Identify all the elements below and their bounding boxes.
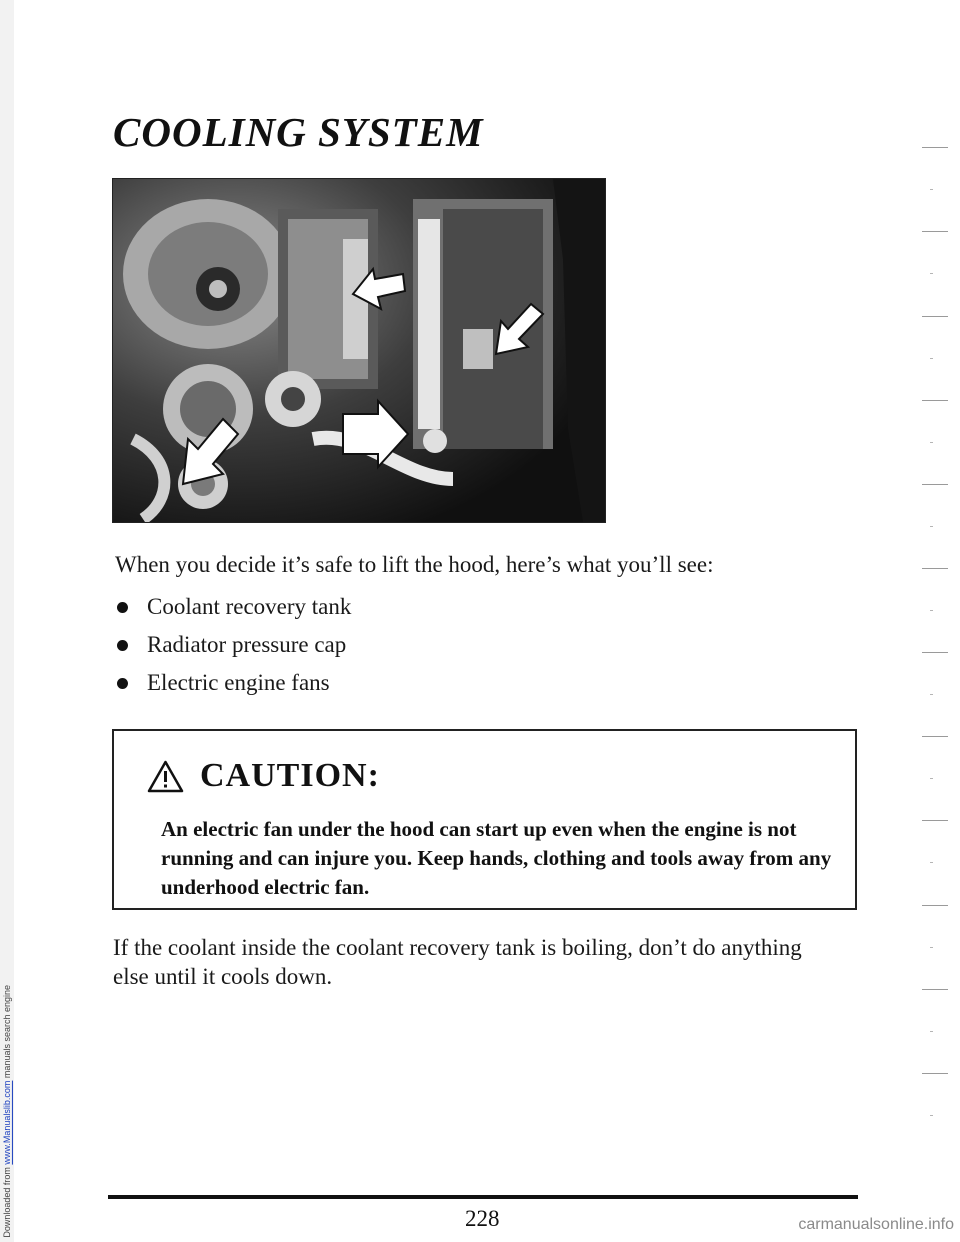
watermark: carmanualsonline.info	[798, 1216, 954, 1233]
list-item	[115, 592, 351, 630]
edge-mark	[922, 231, 948, 232]
caution-box	[112, 729, 857, 910]
list-item	[115, 630, 351, 668]
side-banner	[0, 0, 14, 1242]
caution-header	[147, 757, 380, 795]
closing-paragraph: If the coolant inside the coolant recovery tank is boiling, don’t do anything else until it cools down.	[113, 935, 802, 989]
edge-mark	[922, 905, 948, 906]
edge-dot	[930, 526, 933, 527]
page-number: 228	[465, 1206, 500, 1231]
engine-bay-photo	[112, 178, 606, 523]
edge-mark	[922, 989, 948, 990]
edge-mark	[922, 147, 948, 148]
section-title: COOLING SYSTEM	[113, 109, 484, 155]
edge-dot	[930, 610, 933, 611]
bullet-dot-icon	[117, 640, 128, 651]
edge-dot	[930, 947, 933, 948]
edge-mark	[922, 400, 948, 401]
edge-dot	[930, 778, 933, 779]
manualslib-link[interactable]: www.Manualslib.com	[2, 1080, 12, 1165]
edge-mark	[922, 652, 948, 653]
side-banner-text	[2, 985, 12, 1238]
caution-text: An electric fan under the hood can start up even when the engine is not running and can injure you. Keep hands, clothing and tools away from any underhood electric fan.	[161, 817, 832, 899]
edge-dot	[930, 862, 933, 863]
list-item-label: Radiator pressure cap	[147, 632, 347, 657]
edge-mark	[922, 1073, 948, 1074]
caution-title: CAUTION:	[200, 757, 380, 794]
edge-dot	[930, 442, 933, 443]
footer-rule	[108, 1195, 858, 1199]
edge-mark	[922, 820, 948, 821]
engine-bay-illustration	[113, 179, 605, 522]
intro-text: When you decide it’s safe to lift the hood, here’s what you’ll see:	[115, 552, 714, 577]
list-item-label: Coolant recovery tank	[147, 594, 352, 619]
bullet-dot-icon	[117, 678, 128, 689]
edge-mark	[922, 568, 948, 569]
banner-suffix: manuals search engine	[2, 985, 12, 1079]
edge-mark	[922, 484, 948, 485]
list-item-label: Electric engine fans	[147, 670, 330, 695]
edge-mark	[922, 736, 948, 737]
edge-dot	[930, 1115, 933, 1116]
warning-triangle-icon	[147, 760, 184, 793]
edge-dot	[930, 1031, 933, 1032]
edge-mark	[922, 316, 948, 317]
banner-prefix: Downloaded from	[2, 1167, 12, 1238]
edge-dot	[930, 189, 933, 190]
edge-dot	[930, 273, 933, 274]
edge-dot	[930, 694, 933, 695]
list-item	[115, 668, 351, 706]
edge-dot	[930, 358, 933, 359]
component-list	[115, 592, 351, 706]
bullet-dot-icon	[117, 602, 128, 613]
